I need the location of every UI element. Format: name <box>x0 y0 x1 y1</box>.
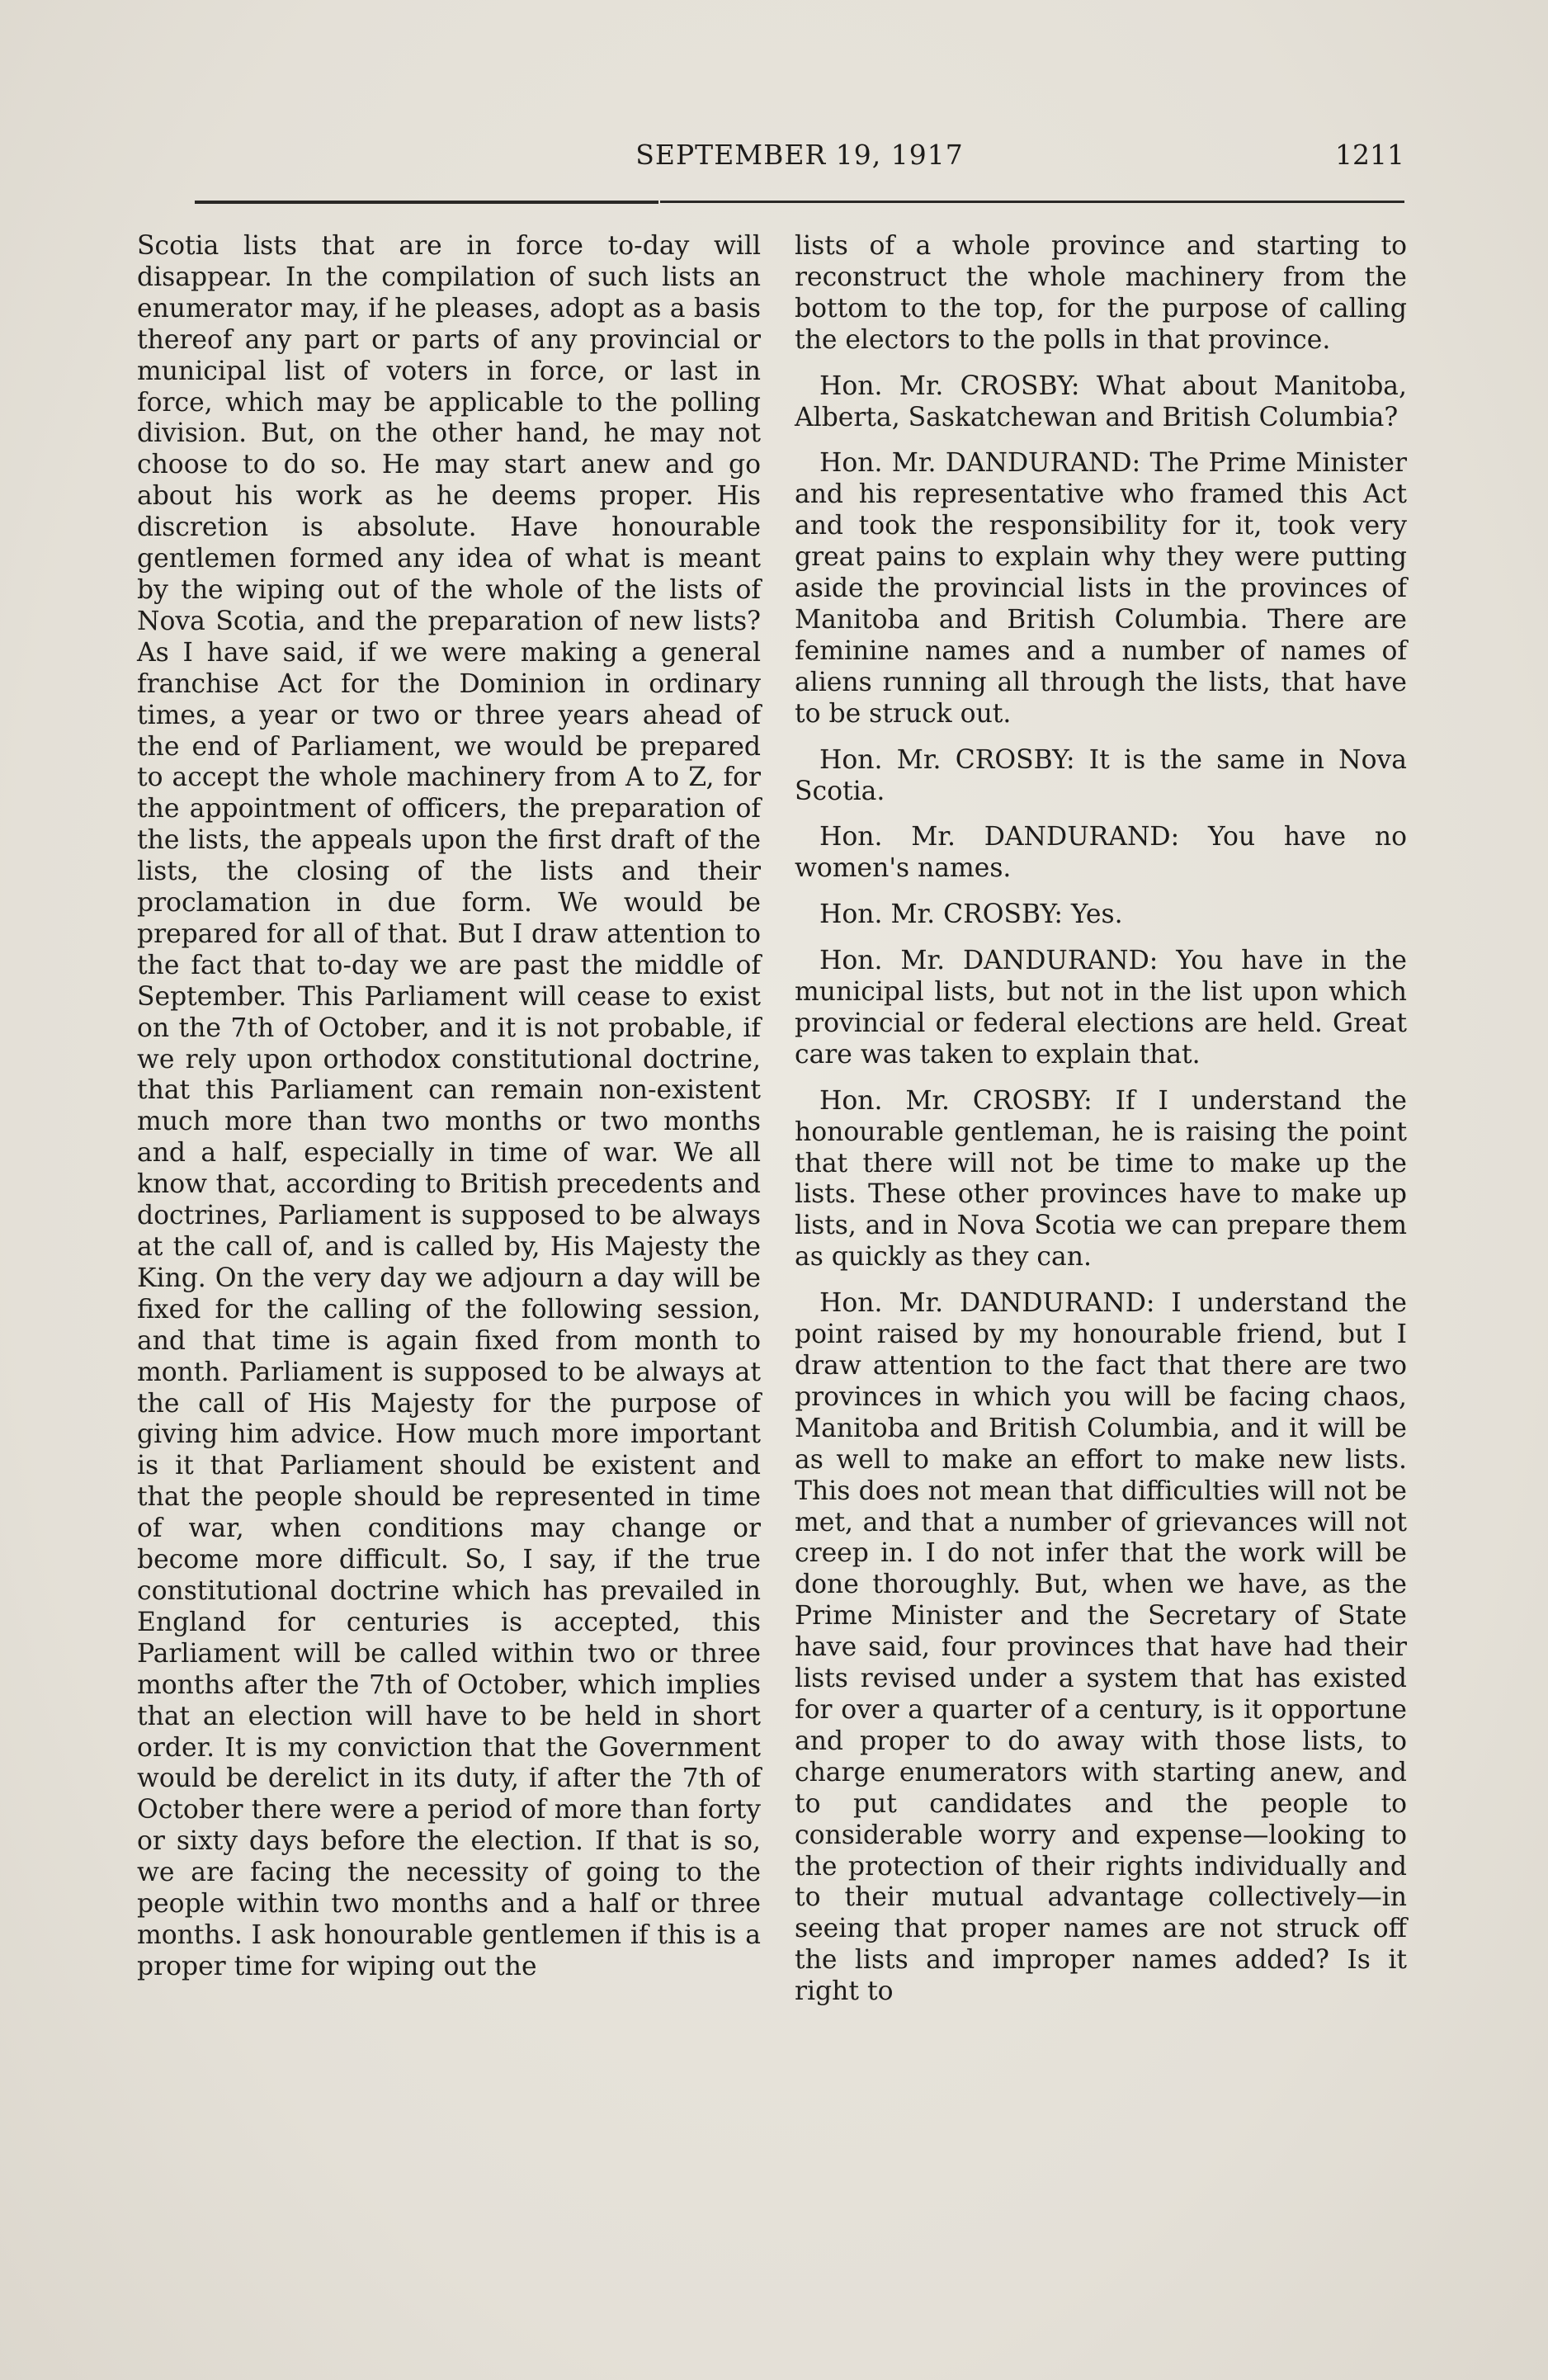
dandurand-remark: Hon. Mr. DANDURAND: You have no women's names. <box>795 822 1407 884</box>
crosby-remark: Hon. Mr. CROSBY: It is the same in Nova Scotia. <box>795 744 1407 806</box>
dandurand-remark: Hon. Mr. DANDURAND: You have in the municipal lists, but not in the list upon which provincial or federal elections are held. Great care was taken to explain that. <box>795 946 1407 1070</box>
crosby-remark: Hon. Mr. CROSBY: What about Manitoba, Alberta, Saskatchewan and British Columbia? <box>795 371 1407 432</box>
left-column <box>137 231 761 1983</box>
crosby-remark: Hon. Mr. CROSBY: Yes. <box>819 900 1123 930</box>
dandurand-remark: Hon. Mr. DANDURAND: I understand the point raised by my honourable friend, but I draw attention to the fact that there are two provinces in which you will be facing chaos, Manitoba and British Columbia, and it will be as well to make an effort to make new lists. This does not mean that difficulties will not be met, and that a number of grievances will not creep in. I do not infer that the work will be done thoroughly. But, when we have, as the Prime Minister and the Secretary of State have said, four provinces that have had their lists revised under a system that has existed for over a quarter of a century, is it opportune and proper to do away with those lists, to charge enumerators with starting anew, and to put candidates and the people to considerable worry and expense—looking to the protection of their rights individually and to their mutual advantage collectively—in seeing that proper names are not struck off the lists and improper names added? Is it right to <box>795 1288 1407 2007</box>
dandurand-remark: Hon. Mr. DANDURAND: The Prime Minister and his representative who framed this Act and took the responsibility for it, took very great pains to explain why they were putting aside the provincial lists in the provinces of Manitoba and British Columbia. There are feminine names and a number of names of aliens running all through the lists, that have to be struck out. <box>795 448 1407 729</box>
page-header <box>195 139 1404 180</box>
header-date: SEPTEMBER 19, 1917 <box>635 139 964 171</box>
header-rule-right <box>660 201 1404 203</box>
crosby-remark: Hon. Mr. CROSBY: If I understand the honourable gentleman, he is raising the point that there will not be time to make up the lists. These other provinces have to make up lists, and in Nova Scotia we can prepare them as quickly as they can. <box>795 1085 1407 1273</box>
right-column-paragraph: lists of a whole province and starting to reconstruct the whole machinery from the bottom to the top, for the purpose of calling the electors to the polls in that province. <box>795 231 1407 355</box>
left-column-paragraph: Scotia lists that are in force to-day will disappear. In the compilation of such lists an enumerator may, if he pleases, adopt as a basis thereof any part or parts of any provincial or municipal list of voters in force, or last in force, which may be applicable to the polling division. But, on the other hand, he may not choose to do so. He may start anew and go about his work as he deems proper. His discretion is absolute. Have honourable gentlemen formed any idea of what is meant by the wiping out of the whole of the lists of Nova Scotia, and the preparation of new lists? As I have said, if we were making a general franchise Act for the Dominion in ordinary times, a year or two or three years ahead of the end of Parliament, we would be prepared to accept the whole machinery from A to Z, for the appointment of officers, the preparation of the lists, the appeals upon the first draft of the lists, the closing of the lists and their proclamation in due form. We would be prepared for all of that. But I draw attention to the fact that to-day we are past the middle of September. This Parliament will cease to exist on the 7th of October, and it is not probable, if we rely upon orthodox constitutional doctrine, that this Parliament can remain non-existent much more than two months or two months and a half, especially in time of war. We all know that, according to British precedents and doctrines, Parliament is supposed to be always at the call of, and is called by, His Majesty the King. On the very day we adjourn a day will be fixed for the calling of the following session, and that time is again fixed from month to month. Parliament is supposed to be always at the call of His Majesty for the purpose of giving him advice. How much more important is it that Parliament should be existent and that the people should be represented in time of war, when conditions may change or become more difficult. So, I say, if the true constitutional doctrine which has prevailed in England for centuries is accepted, this Parliament will be called within two or three months after the 7th of October, which implies that an election will have to be held in short order. It is my conviction that the Government would be derelict in its duty, if after the 7th of October there were a period of more than forty or sixty days before the election. If that is so, we are facing the necessity of going to the people within two months and a half or three months. I ask honourable gentlemen if this is a proper time for wiping out the <box>137 231 761 1981</box>
right-column <box>795 231 1407 2023</box>
page-number: 1211 <box>1335 139 1404 171</box>
header-rule-left <box>195 201 658 204</box>
